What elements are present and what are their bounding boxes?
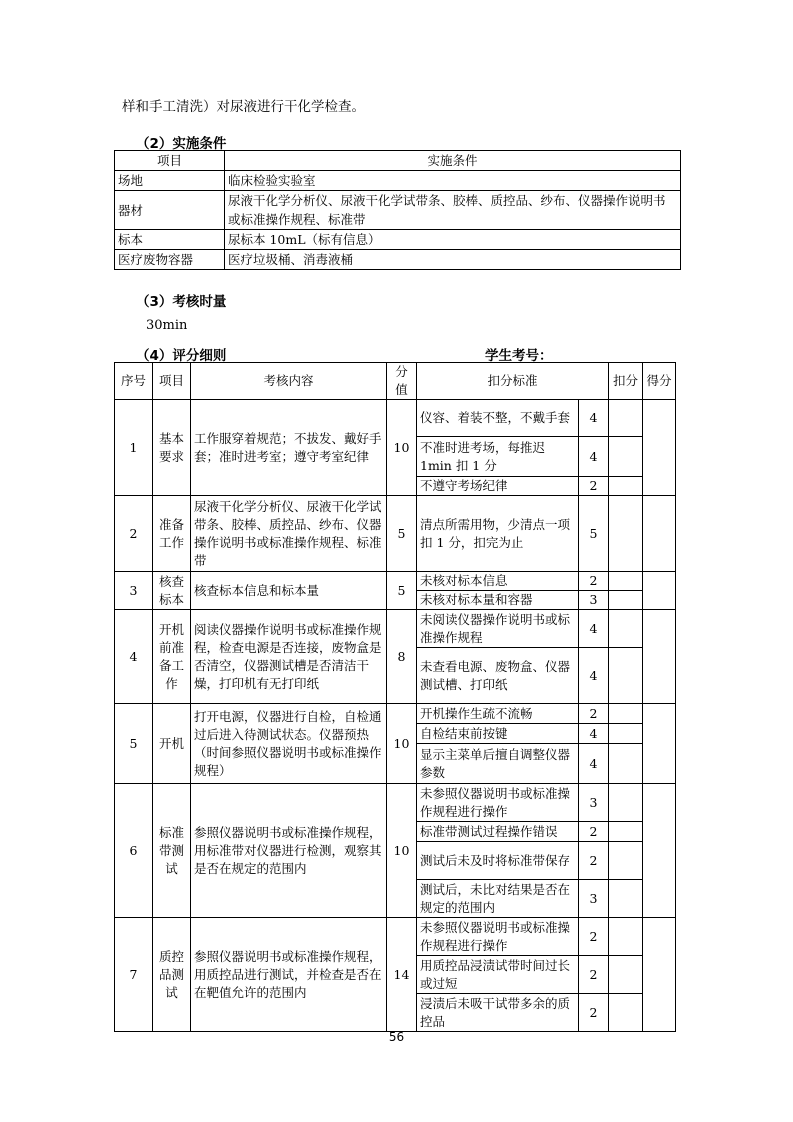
criteria-points: 3 <box>579 784 609 822</box>
deduct-cell <box>609 591 643 610</box>
deduct-cell <box>609 648 643 704</box>
row-content: 打开电源，仪器进行自检，自检通过后进入待测试状态。仪器预热（时间参照仪器说明书或标准操作规程） <box>191 704 387 784</box>
row-value: 尿标本 10mL（标有信息） <box>225 230 681 250</box>
row-value: 尿液干化学分析仪、尿液干化学试带条、胶棒、质控品、纱布、仪器操作说明书或标准操作规程、标准带 <box>225 191 681 230</box>
section-3-title: （3）考核时量 <box>136 294 227 310</box>
row-item: 场地 <box>115 171 225 191</box>
criteria-points: 2 <box>579 822 609 842</box>
row-score: 10 <box>387 704 417 784</box>
criteria-points: 3 <box>579 880 609 918</box>
row-score: 10 <box>387 400 417 496</box>
row-item: 开机 <box>153 704 191 784</box>
student-id-label: 学生考号： <box>485 348 553 364</box>
deduct-cell <box>609 842 643 880</box>
criteria-text: 不准时进考场，每推迟1min 扣 1 分 <box>417 437 579 477</box>
criteria-text: 未参照仪器说明书或标准操作规程进行操作 <box>417 784 579 822</box>
criteria-text: 自检结束前按键 <box>417 724 579 744</box>
deduct-cell <box>609 477 643 496</box>
header-deduct: 扣分 <box>609 363 643 400</box>
get-cell <box>643 496 676 572</box>
criteria-points: 2 <box>579 477 609 496</box>
criteria-points: 4 <box>579 648 609 704</box>
criteria-text: 显示主菜单后擅自调整仪器参数 <box>417 744 579 784</box>
row-item: 医疗废物容器 <box>115 250 225 270</box>
conditions-table <box>114 150 681 270</box>
row-content: 尿液干化学分析仪、尿液干化学试带条、胶棒、质控品、纱布、仪器操作说明书或标准操作规程、标准带 <box>191 496 387 572</box>
section-2-title: （2）实施条件 <box>136 136 227 152</box>
criteria-points: 4 <box>579 437 609 477</box>
row-no: 3 <box>115 572 153 610</box>
criteria-text: 未核对标本信息 <box>417 572 579 591</box>
criteria-text: 不遵守考场纪律 <box>417 477 579 496</box>
row-value: 临床检验实验室 <box>225 171 681 191</box>
row-no: 5 <box>115 704 153 784</box>
deduct-cell <box>609 496 643 572</box>
deduct-cell <box>609 400 643 437</box>
criteria-points: 4 <box>579 744 609 784</box>
header-item: 项目 <box>153 363 191 400</box>
deduct-cell <box>609 994 643 1032</box>
get-cell <box>643 784 676 918</box>
get-cell <box>643 704 676 784</box>
criteria-points: 4 <box>579 400 609 437</box>
row-item: 标本 <box>115 230 225 250</box>
criteria-points: 2 <box>579 956 609 994</box>
criteria-text: 未参照仪器说明书或标准操作规程进行操作 <box>417 918 579 956</box>
criteria-text: 测试后未及时将标准带保存 <box>417 842 579 880</box>
criteria-points: 5 <box>579 496 609 572</box>
deduct-cell <box>609 704 643 724</box>
row-no: 2 <box>115 496 153 572</box>
header-item: 项目 <box>115 151 225 171</box>
row-score: 14 <box>387 918 417 1032</box>
row-score: 5 <box>387 496 417 572</box>
criteria-text: 未查看电源、废物盒、仪器测试槽、打印纸 <box>417 648 579 704</box>
criteria-points: 2 <box>579 842 609 880</box>
row-no: 6 <box>115 784 153 918</box>
criteria-points: 4 <box>579 724 609 744</box>
row-content: 工作服穿着规范；不拔发、戴好手套；准时进考室；遵守考室纪律 <box>191 400 387 496</box>
criteria-text: 未阅读仪器操作说明书或标准操作规程 <box>417 610 579 648</box>
get-cell <box>643 400 676 496</box>
header-criteria: 扣分标准 <box>417 363 609 400</box>
criteria-text: 浸渍后未吸干试带多余的质控品 <box>417 994 579 1032</box>
row-item: 器材 <box>115 191 225 230</box>
get-cell <box>643 918 676 1032</box>
row-no: 7 <box>115 918 153 1032</box>
deduct-cell <box>609 822 643 842</box>
deduct-cell <box>609 744 643 784</box>
row-content: 阅读仪器操作说明书或标准操作规程，检查电源是否连接，废物盒是否清空，仪器测试槽是否清洁干燥，打印机有无打印纸 <box>191 610 387 704</box>
row-item: 核查标本 <box>153 572 191 610</box>
deduct-cell <box>609 724 643 744</box>
criteria-points: 2 <box>579 918 609 956</box>
row-no: 1 <box>115 400 153 496</box>
exam-duration: 30min <box>146 318 188 333</box>
criteria-points: 4 <box>579 610 609 648</box>
get-cell <box>643 610 676 704</box>
criteria-points: 2 <box>579 704 609 724</box>
row-item: 基本要求 <box>153 400 191 496</box>
row-item: 开机前准备工作 <box>153 610 191 704</box>
row-item: 质控品测试 <box>153 918 191 1032</box>
deduct-cell <box>609 918 643 956</box>
criteria-points: 3 <box>579 591 609 610</box>
deduct-cell <box>609 956 643 994</box>
row-value: 医疗垃圾桶、消毒液桶 <box>225 250 681 270</box>
row-no: 4 <box>115 610 153 704</box>
header-get: 得分 <box>643 363 676 400</box>
header-condition: 实施条件 <box>225 151 681 171</box>
row-item: 标准带测试 <box>153 784 191 918</box>
criteria-text: 标准带测试过程操作错误 <box>417 822 579 842</box>
header-no: 序号 <box>115 363 153 400</box>
page-number: 56 <box>388 1030 405 1044</box>
row-item: 准备工作 <box>153 496 191 572</box>
deduct-cell <box>609 610 643 648</box>
section-4-title: （4）评分细则 <box>136 348 227 364</box>
row-content: 核查标本信息和标本量 <box>191 572 387 610</box>
deduct-cell <box>609 572 643 591</box>
criteria-text: 测试后，未比对结果是否在规定的范围内 <box>417 880 579 918</box>
scoring-table <box>114 362 676 1032</box>
row-content: 参照仪器说明书或标准操作规程，用标准带对仪器进行检测，观察其是否在规定的范围内 <box>191 784 387 918</box>
criteria-text: 清点所需用物，少清点一项扣 1 分，扣完为止 <box>417 496 579 572</box>
criteria-points: 2 <box>579 994 609 1032</box>
criteria-text: 用质控品浸渍试带时间过长或过短 <box>417 956 579 994</box>
deduct-cell <box>609 880 643 918</box>
header-score: 分值 <box>387 363 417 400</box>
criteria-text: 未核对标本量和容器 <box>417 591 579 610</box>
deduct-cell <box>609 437 643 477</box>
row-score: 10 <box>387 784 417 918</box>
criteria-text: 开机操作生疏不流畅 <box>417 704 579 724</box>
header-content: 考核内容 <box>191 363 387 400</box>
criteria-text: 仪容、着装不整，不戴手套 <box>417 400 579 437</box>
row-content: 参照仪器说明书或标准操作规程，用质控品进行测试，并检查是否在在靶值允许的范围内 <box>191 918 387 1032</box>
row-score: 5 <box>387 572 417 610</box>
get-cell <box>643 572 676 610</box>
criteria-points: 2 <box>579 572 609 591</box>
deduct-cell <box>609 784 643 822</box>
intro-text: 样和手工清洗）对尿液进行干化学检查。 <box>122 99 365 115</box>
row-score: 8 <box>387 610 417 704</box>
